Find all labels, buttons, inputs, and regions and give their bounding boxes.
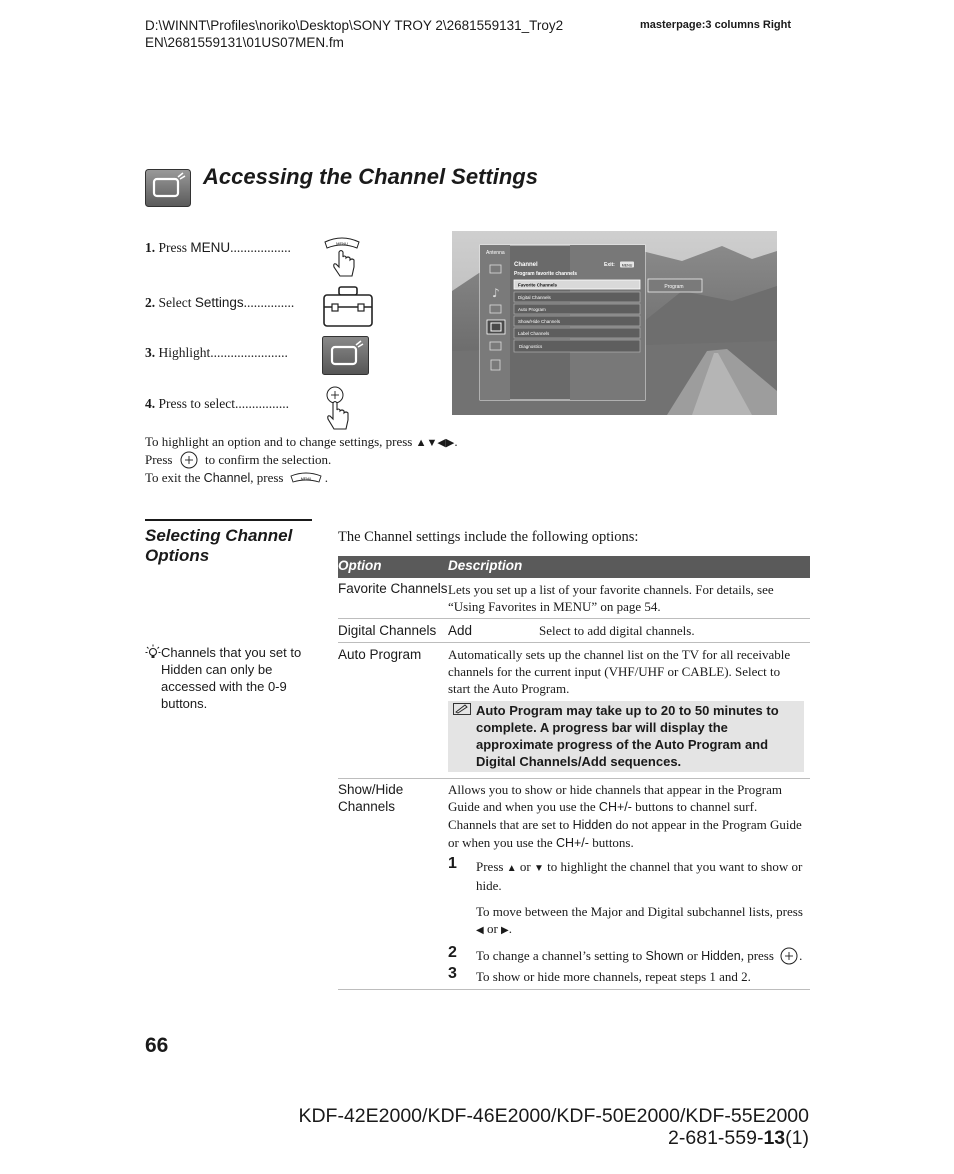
section-intro: The Channel settings include the following options: <box>338 529 639 545</box>
select-button-icon <box>179 451 199 469</box>
step-text: Press <box>158 240 191 255</box>
tv-item-favorite: Favorite Channels <box>518 282 558 288</box>
tv-exit-button: MENU <box>621 263 633 268</box>
tv-program-button: Program <box>664 284 684 290</box>
step-dots: ....................... <box>210 345 288 360</box>
substep-3: 3 To show or hide more channels, repeat steps 1 and 2. <box>448 965 751 984</box>
note-text: Auto Program may take up to 20 to 50 minutes to complete. A progress bar will display the approximate progress of the Auto Program and Digital Channels/Add sequences. <box>476 703 779 769</box>
note-box <box>448 701 804 772</box>
step-number: 2. <box>145 295 156 310</box>
menu-button-icon <box>289 472 323 484</box>
tv-item-showhide: Show/Hide Channels <box>518 319 561 324</box>
tv-exit-label: Exit: <box>604 262 615 268</box>
arrow-keys-icon: ▲▼◀▶ <box>415 437 455 449</box>
instruction-text: , press <box>250 470 284 485</box>
digital-add-label: Add <box>448 623 473 638</box>
step-2 <box>145 295 294 311</box>
step-dots: .................. <box>230 240 291 255</box>
desc-auto-text: Automatically sets up the channel list on the TV for all receivable channels for the current input (VHF/UHF or CABLE). Select to start the Auto Program. <box>448 647 791 696</box>
desc-showhide-text: Allows you to show or hide channels that appear in the Program Guide and when you use the CH+/- buttons to channel surf. Channels that are set to Hidden do not appear in the Program Guide or when you use the CH+/- buttons. <box>448 782 802 850</box>
up-arrow-icon: ▲ <box>506 863 517 874</box>
tv-item-digital: Digital Channels <box>518 295 551 300</box>
pencil-note-icon <box>453 703 471 715</box>
instruction-text: Press <box>145 452 173 467</box>
instruction-text: To exit the <box>145 470 201 485</box>
toolbox-icon <box>322 285 374 329</box>
down-arrow-icon: ▼ <box>533 863 544 874</box>
header-description: Description <box>448 556 810 578</box>
section-title: Selecting Channel Options <box>145 526 293 565</box>
instruction-text: To highlight an option and to change settings, press <box>145 434 413 449</box>
section-rule <box>145 519 312 521</box>
tv-item-auto: Auto Program <box>518 307 546 312</box>
digital-add-desc: Select to add digital channels. <box>539 623 695 638</box>
tv-menu-title: Channel <box>514 262 538 268</box>
tv-item-label: Label Channels <box>518 331 550 336</box>
instruction-text: to confirm the selection. <box>204 452 332 467</box>
lightbulb-icon <box>145 644 161 660</box>
options-table <box>338 556 810 990</box>
desc-showhide <box>448 779 810 990</box>
step-number: 1. <box>145 240 156 255</box>
step-text: Highlight <box>158 345 211 360</box>
step-text: Select <box>158 295 195 310</box>
step-keyword: MENU <box>190 240 231 255</box>
right-arrow-icon: ▶ <box>501 925 509 936</box>
substep-2: 2 To change a channel’s setting to Shown or Hidden, press . <box>448 944 803 963</box>
table-row <box>338 643 810 779</box>
masterpage-label: masterpage:3 columns Right <box>640 19 791 31</box>
file-path-line-1: D:\WINNT\Profiles\noriko\Desktop\SONY TROY 2\2681559131_Troy2 <box>145 18 564 33</box>
tv-item-diagnostics: Diagnostics <box>519 344 543 349</box>
channel-icon <box>322 336 369 375</box>
option-auto: Auto Program <box>338 647 422 662</box>
step-dots: ................ <box>235 396 289 411</box>
header-option: Option <box>338 556 448 578</box>
table-row <box>338 779 810 990</box>
substep-1: 1 Press ▲ or ▼ to highlight the channel that you want to show or hide. To move between the Major and Digital subchannel lists, press ◀ or ▶. <box>448 855 803 936</box>
instruction-line-1: To highlight an option and to change settings, press ▲▼◀▶. <box>145 434 458 449</box>
step-1 <box>145 240 291 256</box>
step-text: Press to select <box>158 396 235 411</box>
option-showhide: Show/Hide Channels <box>338 782 404 814</box>
table-row <box>338 619 810 643</box>
option-favorite: Favorite Channels <box>338 581 448 596</box>
page-number: 66 <box>145 1034 169 1057</box>
option-digital: Digital Channels <box>338 623 437 638</box>
step-number: 3. <box>145 345 156 360</box>
menu-button-hand-icon <box>322 234 362 278</box>
instruction-line-2 <box>145 451 331 469</box>
document-code: 2-681-559-13(1) <box>668 1127 809 1149</box>
model-numbers: KDF-42E2000/KDF-46E2000/KDF-50E2000/KDF-55E2000 <box>298 1105 809 1127</box>
desc-auto <box>448 643 810 779</box>
desc-digital <box>448 619 810 643</box>
table-row <box>338 578 810 619</box>
page-title: Accessing the Channel Settings <box>203 164 538 189</box>
instruction-keyword: Channel <box>203 471 251 485</box>
channel-settings-icon <box>145 169 191 207</box>
step-keyword: Settings <box>194 295 244 310</box>
substep-number: 1 <box>448 855 457 872</box>
file-path-header <box>145 17 605 51</box>
menu-button-label: MENU <box>336 241 348 246</box>
tv-menu-subtitle: Program favorite channels <box>514 271 578 277</box>
step-number: 4. <box>145 396 156 411</box>
left-arrow-icon: ◀ <box>476 925 484 936</box>
menu-button-label: MENU <box>300 477 311 481</box>
svg-text:♪: ♪ <box>492 286 500 300</box>
select-button-icon <box>779 947 799 965</box>
tip-text: Channels that you set to Hidden can only be accessed with the 0-9 buttons. <box>161 645 302 711</box>
substep-number: 2 <box>448 944 457 961</box>
step-4 <box>145 396 289 412</box>
instruction-line-3: To exit the Channel, press MENU . <box>145 470 328 485</box>
select-button-hand-icon <box>322 385 352 431</box>
tv-menu-screenshot <box>452 231 777 415</box>
table-header-row <box>338 556 810 578</box>
step-3 <box>145 345 288 361</box>
desc-favorite: Lets you set up a list of your favorite channels. For details, see “Using Favorites in MENU” on page 54. <box>448 582 774 614</box>
tip-note <box>145 644 320 712</box>
step-dots: ............... <box>243 295 295 310</box>
substep-number: 3 <box>448 965 457 982</box>
tv-top-label: Antenna <box>486 250 505 256</box>
file-path-line-2: EN\2681559131\01US07MEN.fm <box>145 35 344 50</box>
